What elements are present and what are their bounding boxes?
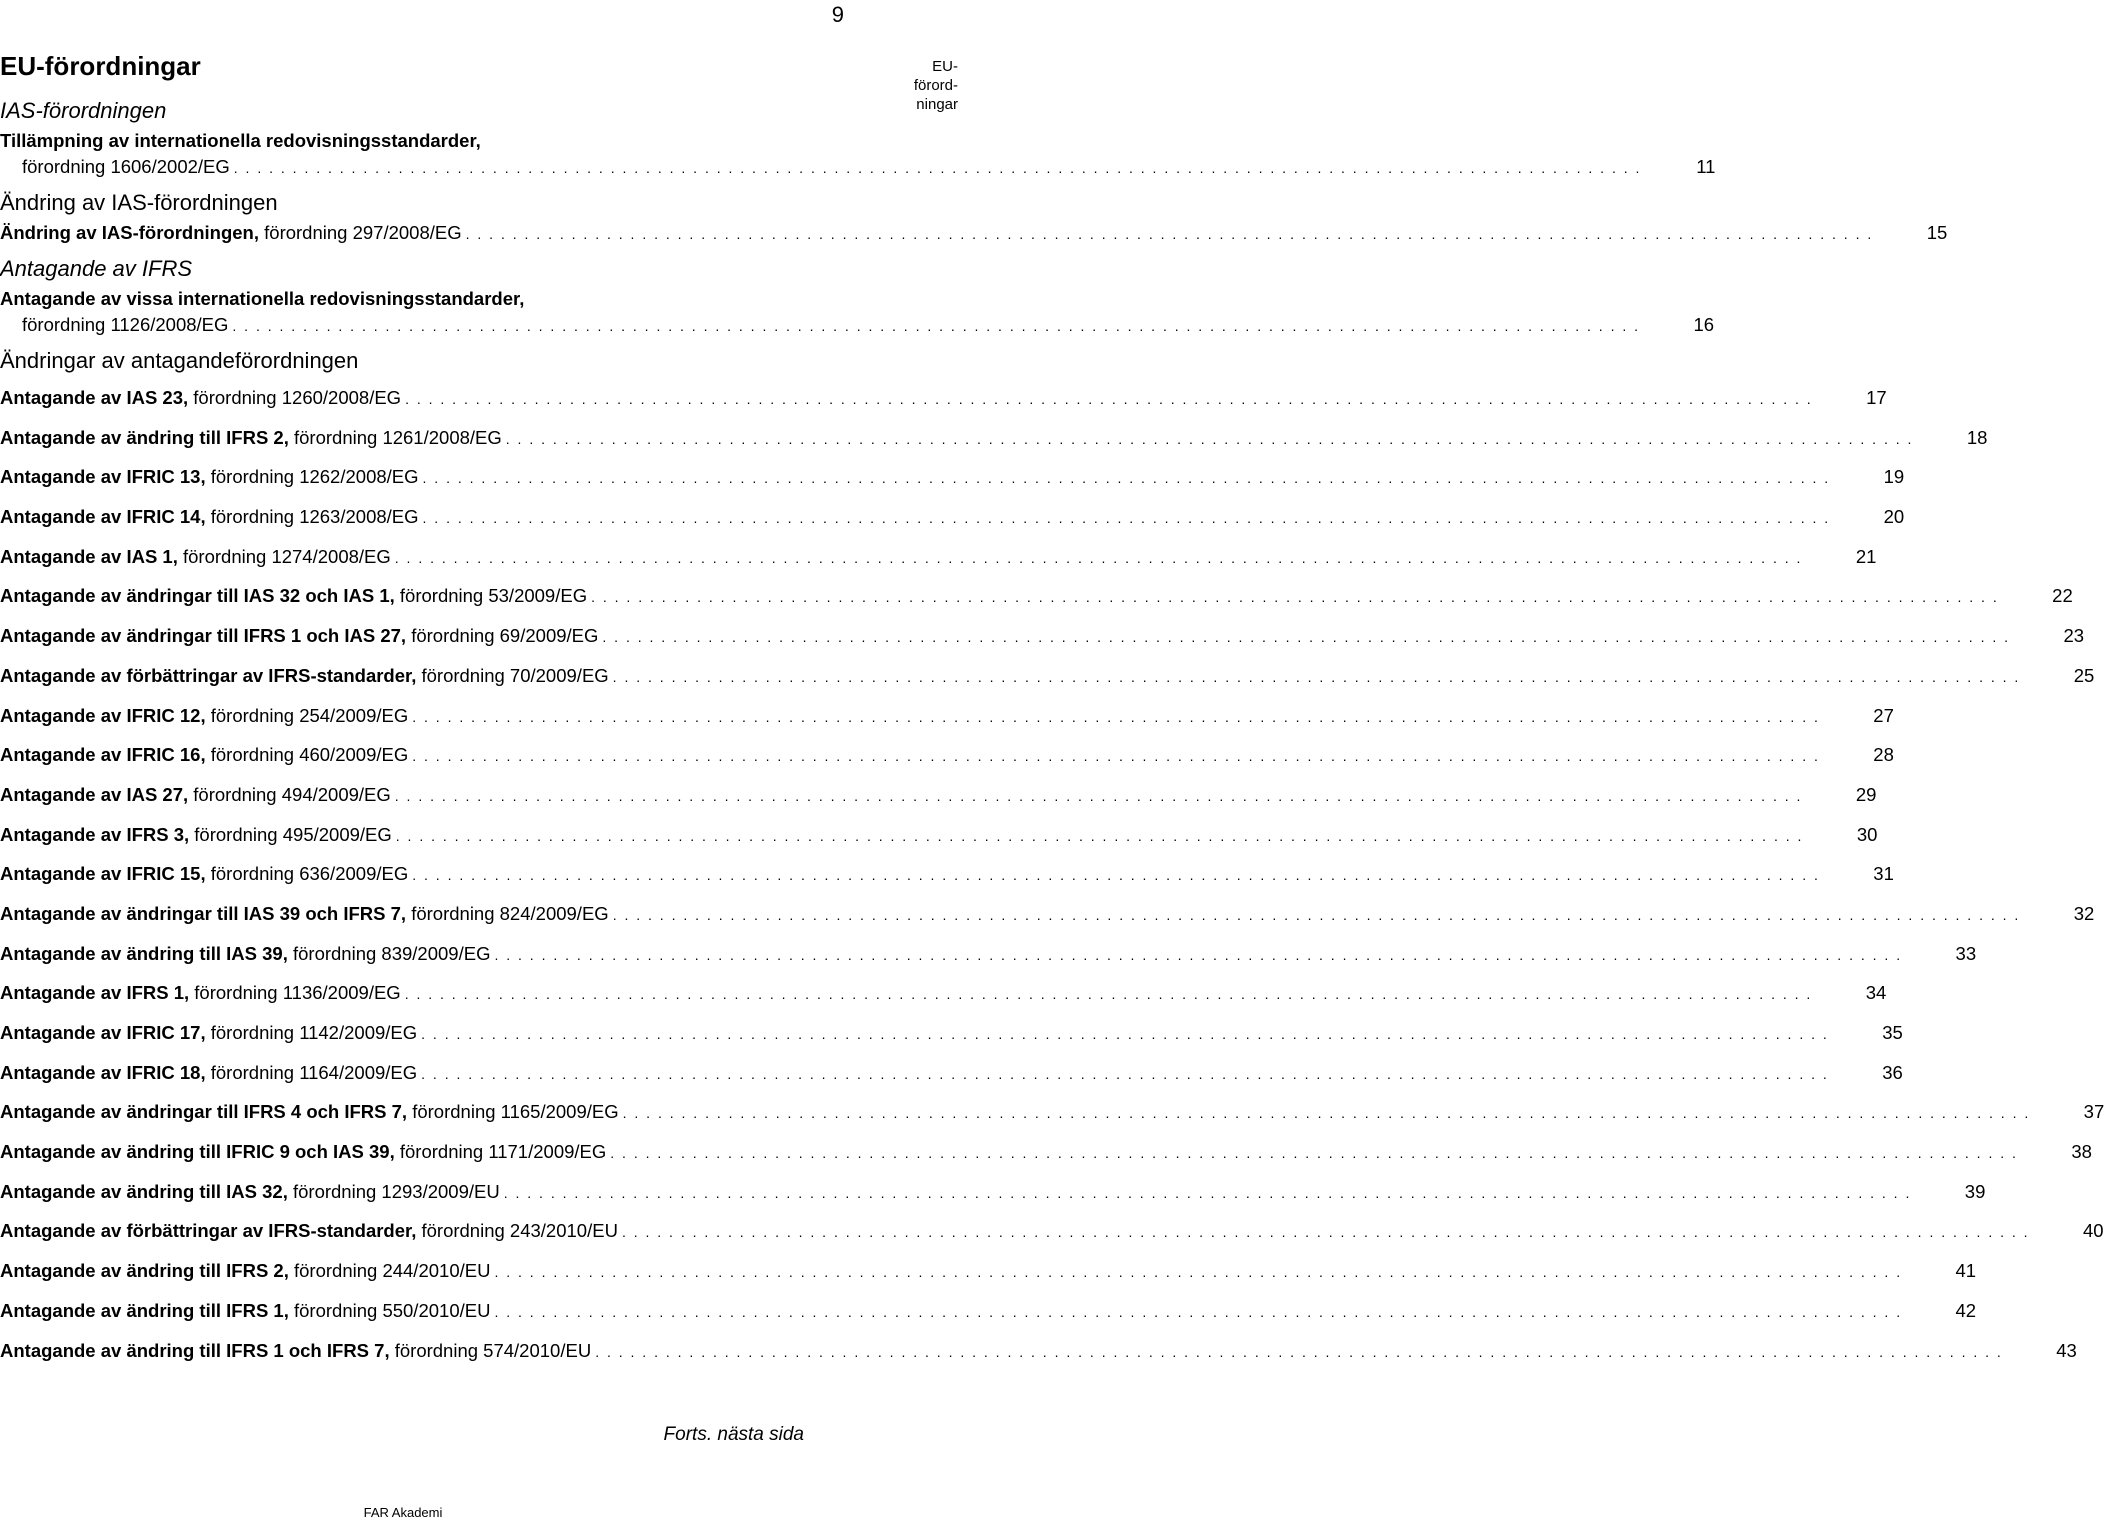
- dot-leader: . . . . . . . . . . . . . . . . . . . . . . . . . . . . . . . . . . . . . . . . . . . . . . . . . . . . . . . . . . . . . . . . . . . . . . . . . . . . . . . . . . . . . . . . . . . . . . . . . . . . . . . . . . . . . . . . . . . . . . . .: [395, 827, 1804, 844]
- dot-leader: . . . . . . . . . . . . . . . . . . . . . . . . . . . . . . . . . . . . . . . . . . . . . . . . . . . . . . . . . . . . . . . . . . . . . . . . . . . . . . . . . . . . . . . . . . . . . . . . . . . . . . . . . . . . . . . . . . . . . . . .: [602, 629, 2011, 646]
- toc-entry-regulation: förordning 1274/2008/EG: [177, 545, 391, 567]
- toc-entry-title: [0, 128, 481, 154]
- toc-entry[interactable]: [0, 1291, 1977, 1331]
- toc-entry-page: 15: [1926, 222, 1948, 243]
- toc-entry-regulation: förordning 1126/2008/EG: [22, 314, 229, 335]
- page-number: 9: [831, 2, 844, 27]
- toc-entry[interactable]: [0, 1053, 1903, 1093]
- toc-entry[interactable]: [0, 815, 1878, 855]
- toc-entry-regulation: förordning 1262/2008/EG: [205, 466, 419, 488]
- toc-entry-page: 29: [1855, 783, 1877, 805]
- dot-leader: . . . . . . . . . . . . . . . . . . . . . . . . . . . . . . . . . . . . . . . . . . . . . . . . . . . . . . . . . . . . . . . . . . . . . . . . . . . . . . . . . . . . . . . . . . . . . . . . . . . . . . . . . . . . . . . . . . . . . . . .: [233, 160, 1642, 176]
- toc-entry-title: [0, 656, 609, 696]
- toc-entry-subject: Antagande av ändring till IFRIC 9 och IAS 39,: [0, 1141, 395, 1163]
- toc-entry-title: [0, 1331, 591, 1371]
- dot-leader: . . . . . . . . . . . . . . . . . . . . . . . . . . . . . . . . . . . . . . . . . . . . . . . . . . . . . . . . . . . . . . . . . . . . . . . . . . . . . . . . . . . . . . . . . . . . . . . . . . . . . . . . . . . . . . . . . . . . . . . .: [404, 986, 1813, 1003]
- toc-entry[interactable]: [0, 616, 2085, 656]
- section-tab-line: EU-: [932, 58, 958, 75]
- toc-entry-subject: Tillämpning av internationella redovisningsstandarder,: [0, 130, 481, 151]
- toc-entry-title: [0, 616, 598, 656]
- toc-entry-regulation: förordning 243/2010/EU: [416, 1220, 618, 1242]
- toc-entry-subject: Antagande av ändring till IAS 39,: [0, 942, 288, 964]
- toc-entry-page: 30: [1856, 823, 1878, 845]
- toc-entry-page: 11: [1696, 156, 1716, 177]
- toc-entry-title: [0, 1172, 500, 1212]
- toc-entry-page: 36: [1882, 1061, 1903, 1083]
- toc-entry-subject: Antagande av förbättringar av IFRS-standarder,: [0, 1220, 417, 1242]
- toc-entry-page: 16: [1693, 314, 1715, 335]
- dot-leader: . . . . . . . . . . . . . . . . . . . . . . . . . . . . . . . . . . . . . . . . . . . . . . . . . . . . . . . . . . . . . . . . . . . . . . . . . . . . . . . . . . . . . . . . . . . . . . . . . . . . . . . . . . . . . . . . . . . . . . . .: [394, 549, 1803, 566]
- dot-leader: . . . . . . . . . . . . . . . . . . . . . . . . . . . . . . . . . . . . . . . . . . . . . . . . . . . . . . . . . . . . . . . . . . . . . . . . . . . . . . . . . . . . . . . . . . . . . . . . . . . . . . . . . . . . . . . . . . . . . . . .: [595, 1343, 2003, 1360]
- toc-entry-regulation: förordning 1164/2009/EG: [205, 1061, 418, 1083]
- toc-entry-page: 38: [2071, 1141, 2092, 1163]
- toc-entry-title: [22, 154, 230, 180]
- toc-entry-subject: Antagande av IAS 1,: [0, 545, 178, 567]
- toc-entry-regulation: förordning 1165/2009/EG: [407, 1101, 619, 1123]
- toc-entry-subject: Antagande av ändringar till IFRS 4 och IFRS 7,: [0, 1101, 408, 1123]
- toc-entry-title: [0, 378, 401, 418]
- section-tab: [888, 57, 958, 114]
- toc-entry-title: [0, 1132, 606, 1172]
- toc-entry-subject: Antagande av ändring till IFRS 2,: [0, 426, 289, 448]
- dot-leader: . . . . . . . . . . . . . . . . . . . . . . . . . . . . . . . . . . . . . . . . . . . . . . . . . . . . . . . . . . . . . . . . . . . . . . . . . . . . . . . . . . . . . . . . . . . . . . . . . . . . . . . . . . . . . . . . . . . . . . . .: [422, 470, 1831, 487]
- dot-leader: . . . . . . . . . . . . . . . . . . . . . . . . . . . . . . . . . . . . . . . . . . . . . . . . . . . . . . . . . . . . . . . . . . . . . . . . . . . . . . . . . . . . . . . . . . . . . . . . . . . . . . . . . . . . . . . . . . . . . . . .: [612, 906, 2021, 923]
- toc-entry-title: [0, 1251, 490, 1291]
- dot-leader: . . . . . . . . . . . . . . . . . . . . . . . . . . . . . . . . . . . . . . . . . . . . . . . . . . . . . . . . . . . . . . . . . . . . . . . . . . . . . . . . . . . . . . . . . . . . . . . . . . . . . . . . . . . . . . . . . . . . . . . .: [412, 748, 1820, 765]
- section-heading: IAS-förordningen: [0, 98, 167, 123]
- toc-entry-subject: Antagande av IFRIC 15,: [0, 863, 206, 885]
- toc-entry-regulation: förordning 1136/2009/EG: [189, 982, 401, 1004]
- toc-entry[interactable]: [0, 1172, 1986, 1212]
- toc-entry-page: 23: [2063, 625, 2085, 647]
- toc-entry-page: 39: [1964, 1180, 1986, 1202]
- toc-entry[interactable]: [0, 128, 806, 154]
- toc-entry-regulation: förordning 460/2009/EG: [205, 744, 409, 766]
- toc-entry-regulation: förordning 1606/2002/EG: [22, 156, 230, 177]
- toc-entry-title: [0, 537, 391, 577]
- toc-entry-regulation: förordning 1260/2008/EG: [188, 387, 402, 408]
- toc-entry[interactable]: [0, 1251, 1977, 1291]
- dot-leader: . . . . . . . . . . . . . . . . . . . . . . . . . . . . . . . . . . . . . . . . . . . . . . . . . . . . . . . . . . . . . . . . . . . . . . . . . . . . . . . . . . . . . . . . . . . . . . . . . . . . . . . . . . . . . . . . . . . . . . . .: [465, 226, 1874, 242]
- toc-entry[interactable]: [0, 696, 1894, 736]
- toc-entry[interactable]: [0, 220, 1948, 246]
- toc-entry-page: 19: [1883, 466, 1905, 488]
- toc-entry-regulation: förordning 1142/2009/EG: [205, 1022, 418, 1043]
- toc-entry-regulation: förordning 1171/2009/EG: [394, 1141, 607, 1163]
- toc-entry-title: [0, 497, 419, 537]
- toc-entry-subject: Antagande av förbättringar av IFRS-standarder,: [0, 664, 417, 686]
- toc-entry[interactable]: [0, 312, 1715, 338]
- dot-leader: . . . . . . . . . . . . . . . . . . . . . . . . . . . . . . . . . . . . . . . . . . . . . . . . . . . . . . . . . . . . . . . . . . . . . . . . . . . . . . . . . . . . . . . . . . . . . . . . . . . . . . . . . . . . . . . . . . . . . . . .: [232, 318, 1641, 334]
- toc-entry[interactable]: [0, 973, 1887, 1013]
- continued-note: Forts. nästa sida: [663, 1424, 804, 1445]
- toc-entry-page: 43: [2056, 1339, 2077, 1361]
- dot-leader: . . . . . . . . . . . . . . . . . . . . . . . . . . . . . . . . . . . . . . . . . . . . . . . . . . . . . . . . . . . . . . . . . . . . . . . . . . . . . . . . . . . . . . . . . . . . . . . . . . . . . . . . . . . . . . . . . . . . . . . .: [610, 1145, 2018, 1162]
- toc-entry-regulation: förordning 1263/2008/EG: [205, 506, 419, 528]
- toc-entry-regulation: förordning 297/2008/EG: [259, 222, 462, 243]
- toc-entry[interactable]: [0, 497, 1905, 537]
- toc-entry-subject: Antagande av IFRS 1,: [0, 982, 190, 1004]
- toc-entry-regulation: förordning 494/2009/EG: [188, 783, 391, 805]
- section-tab-line: förord-: [913, 77, 958, 94]
- toc-entry-regulation: förordning 1261/2008/EG: [288, 426, 502, 448]
- dot-leader: . . . . . . . . . . . . . . . . . . . . . . . . . . . . . . . . . . . . . . . . . . . . . . . . . . . . . . . . . . . . . . . . . . . . . . . . . . . . . . . . . . . . . . . . . . . . . . . . . . . . . . . . . . . . . . . . . . . . . . . .: [412, 867, 1820, 884]
- toc-entry-subject: Antagande av IFRIC 13,: [0, 466, 206, 488]
- toc-entry-title: [0, 973, 401, 1013]
- toc-entry-page: 27: [1873, 704, 1894, 726]
- toc-entry-regulation: förordning 69/2009/EG: [406, 625, 599, 647]
- toc-entry-title: [0, 457, 419, 497]
- section-heading: Ändring av IAS-förordningen: [0, 190, 278, 215]
- toc-entry-subject: Antagande av ändring till IAS 32,: [0, 1180, 288, 1202]
- toc-entry[interactable]: [0, 854, 1894, 894]
- toc-entry-page: 21: [1855, 545, 1877, 567]
- toc-entry-subject: Antagande av ändring till IFRS 1,: [0, 1299, 289, 1321]
- toc-entry-page: 35: [1882, 1022, 1903, 1043]
- table-of-contents: [0, 48, 2104, 1370]
- toc-entry-page: 37: [2083, 1101, 2104, 1123]
- toc-entry-title: [0, 815, 392, 855]
- dot-leader: . . . . . . . . . . . . . . . . . . . . . . . . . . . . . . . . . . . . . . . . . . . . . . . . . . . . . . . . . . . . . . . . . . . . . . . . . . . . . . . . . . . . . . . . . . . . . . . . . . . . . . . . . . . . . . . . . . . . . . . .: [394, 787, 1803, 804]
- toc-entry-page: 18: [1966, 426, 1988, 448]
- toc-entry-regulation: förordning 550/2010/EU: [288, 1299, 491, 1321]
- toc-entry-subject: Antagande av IFRS 3,: [0, 823, 190, 845]
- toc-entry-page: 20: [1883, 506, 1905, 528]
- toc-entry-page: 33: [1955, 942, 1977, 964]
- dot-leader: . . . . . . . . . . . . . . . . . . . . . . . . . . . . . . . . . . . . . . . . . . . . . . . . . . . . . . . . . . . . . . . . . . . . . . . . . . . . . . . . . . . . . . . . . . . . . . . . . . . . . . . . . . . . . . . . . . . . . . . .: [494, 946, 1903, 963]
- toc-entry-subject: Antagande av IAS 27,: [0, 783, 189, 805]
- toc-entry[interactable]: [0, 286, 806, 312]
- footer: FAR Akademi: [363, 1505, 443, 1520]
- toc-entry-title: [0, 576, 587, 616]
- toc-entry[interactable]: [0, 1331, 2077, 1371]
- toc-entry[interactable]: [0, 457, 1905, 497]
- toc-entry-title: [0, 1053, 417, 1093]
- toc-entry-title: [0, 220, 462, 246]
- toc-entry-subject: Antagande av IFRIC 12,: [0, 704, 206, 726]
- toc-entry-page: 41: [1955, 1260, 1977, 1282]
- toc-entry-page: 40: [2083, 1220, 2104, 1242]
- toc-entry-page: 17: [1866, 387, 1887, 408]
- dot-leader: . . . . . . . . . . . . . . . . . . . . . . . . . . . . . . . . . . . . . . . . . . . . . . . . . . . . . . . . . . . . . . . . . . . . . . . . . . . . . . . . . . . . . . . . . . . . . . . . . . . . . . . . . . . . . . . . . . . . . . . .: [405, 391, 1813, 407]
- toc-entry-title: [22, 312, 228, 338]
- toc-entry-title: [0, 854, 408, 894]
- toc-entry-title: [0, 775, 391, 815]
- toc-entry-page: 32: [2073, 902, 2095, 924]
- toc-entry[interactable]: [0, 1092, 2104, 1132]
- toc-entry-regulation: förordning 824/2009/EG: [406, 902, 609, 924]
- toc-entry[interactable]: [0, 1211, 2104, 1251]
- toc-entry-regulation: förordning 574/2010/EU: [389, 1339, 592, 1361]
- toc-entry-regulation: förordning 53/2009/EG: [394, 585, 588, 607]
- toc-entry-subject: Antagande av ändringar till IAS 39 och IFRS 7,: [0, 902, 407, 924]
- toc-entry[interactable]: [0, 1013, 1903, 1053]
- dot-leader: . . . . . . . . . . . . . . . . . . . . . . . . . . . . . . . . . . . . . . . . . . . . . . . . . . . . . . . . . . . . . . . . . . . . . . . . . . . . . . . . . . . . . . . . . . . . . . . . . . . . . . . . . . . . . . . . . . . . . . . .: [412, 708, 1820, 725]
- toc-entry-regulation: förordning 254/2009/EG: [205, 704, 409, 726]
- toc-entry-title: [0, 286, 524, 312]
- toc-entry-regulation: förordning 244/2010/EU: [288, 1260, 491, 1282]
- section-tab-line: ningar: [916, 96, 958, 113]
- dot-leader: . . . . . . . . . . . . . . . . . . . . . . . . . . . . . . . . . . . . . . . . . . . . . . . . . . . . . . . . . . . . . . . . . . . . . . . . . . . . . . . . . . . . . . . . . . . . . . . . . . . . . . . . . . . . . . . . . . . . . . . .: [505, 430, 1914, 447]
- toc-entry[interactable]: [0, 418, 1988, 458]
- toc-entry-subject: Antagande av IFRIC 16,: [0, 744, 206, 766]
- toc-entry[interactable]: [0, 537, 1877, 577]
- dot-leader: . . . . . . . . . . . . . . . . . . . . . . . . . . . . . . . . . . . . . . . . . . . . . . . . . . . . . . . . . . . . . . . . . . . . . . . . . . . . . . . . . . . . . . . . . . . . . . . . . . . . . . . . . . . . . . . . . . . . . . . .: [421, 1026, 1829, 1042]
- toc-entry[interactable]: [0, 934, 1977, 974]
- toc-entry-page: 34: [1865, 982, 1887, 1004]
- dot-leader: . . . . . . . . . . . . . . . . . . . . . . . . . . . . . . . . . . . . . . . . . . . . . . . . . . . . . . . . . . . . . . . . . . . . . . . . . . . . . . . . . . . . . . . . . . . . . . . . . . . . . . . . . . . . . . . . . . . . . . . .: [503, 1184, 1912, 1201]
- toc-entry-title: [0, 696, 408, 736]
- toc-entry[interactable]: [0, 154, 1716, 180]
- toc-entry-regulation: förordning 839/2009/EG: [287, 942, 491, 964]
- dot-leader: . . . . . . . . . . . . . . . . . . . . . . . . . . . . . . . . . . . . . . . . . . . . . . . . . . . . . . . . . . . . . . . . . . . . . . . . . . . . . . . . . . . . . . . . . . . . . . . . . . . . . . . . . . . . . . . . . . . . . . . .: [621, 1224, 2030, 1241]
- page-title: EU-förordningar: [0, 51, 201, 81]
- toc-entry-title: [0, 1211, 618, 1251]
- toc-entry-subject: Antagande av ändringar till IAS 32 och IAS 1,: [0, 585, 395, 607]
- toc-entry-subject: Antagande av vissa internationella redovisningsstandarder,: [0, 288, 525, 309]
- toc-entry-regulation: förordning 495/2009/EG: [189, 823, 392, 845]
- toc-entry-page: 22: [2052, 585, 2073, 607]
- toc-entry-title: [0, 894, 609, 934]
- toc-entry-page: 28: [1873, 744, 1894, 766]
- toc-entry[interactable]: [0, 735, 1894, 775]
- toc-entry-subject: Antagande av ändringar till IFRS 1 och IAS 27,: [0, 625, 407, 647]
- toc-entry-regulation: förordning 70/2009/EG: [416, 664, 609, 686]
- section-heading: Ändringar av antagandeförordningen: [0, 348, 359, 373]
- toc-entry-subject: Ändring av IAS-förordningen,: [0, 222, 259, 243]
- dot-leader: . . . . . . . . . . . . . . . . . . . . . . . . . . . . . . . . . . . . . . . . . . . . . . . . . . . . . . . . . . . . . . . . . . . . . . . . . . . . . . . . . . . . . . . . . . . . . . . . . . . . . . . . . . . . . . . . . . . . . . . .: [494, 1264, 1903, 1281]
- toc-entry[interactable]: [0, 894, 2095, 934]
- toc-entry-subject: Antagande av ändring till IFRS 1 och IFRS 7,: [0, 1339, 390, 1361]
- dot-leader: . . . . . . . . . . . . . . . . . . . . . . . . . . . . . . . . . . . . . . . . . . . . . . . . . . . . . . . . . . . . . . . . . . . . . . . . . . . . . . . . . . . . . . . . . . . . . . . . . . . . . . . . . . . . . . . . . . . . . . . .: [622, 1105, 2031, 1122]
- toc-entry-subject: Antagande av IFRIC 17,: [0, 1022, 206, 1043]
- toc-entry-subject: Antagande av IFRIC 18,: [0, 1061, 206, 1083]
- dot-leader: . . . . . . . . . . . . . . . . . . . . . . . . . . . . . . . . . . . . . . . . . . . . . . . . . . . . . . . . . . . . . . . . . . . . . . . . . . . . . . . . . . . . . . . . . . . . . . . . . . . . . . . . . . . . . . . . . . . . . . . .: [422, 510, 1831, 527]
- dot-leader: . . . . . . . . . . . . . . . . . . . . . . . . . . . . . . . . . . . . . . . . . . . . . . . . . . . . . . . . . . . . . . . . . . . . . . . . . . . . . . . . . . . . . . . . . . . . . . . . . . . . . . . . . . . . . . . . . . . . . . . .: [421, 1065, 1829, 1082]
- toc-entry-title: [0, 934, 490, 974]
- toc-entry-title: [0, 735, 408, 775]
- toc-entry[interactable]: [0, 1132, 2092, 1172]
- dot-leader: . . . . . . . . . . . . . . . . . . . . . . . . . . . . . . . . . . . . . . . . . . . . . . . . . . . . . . . . . . . . . . . . . . . . . . . . . . . . . . . . . . . . . . . . . . . . . . . . . . . . . . . . . . . . . . . . . . . . . . . .: [494, 1303, 1903, 1320]
- toc-entry-page: 31: [1873, 863, 1894, 885]
- toc-entry-page: 25: [2073, 664, 2095, 686]
- toc-entry-title: [0, 1291, 490, 1331]
- dot-leader: . . . . . . . . . . . . . . . . . . . . . . . . . . . . . . . . . . . . . . . . . . . . . . . . . . . . . . . . . . . . . . . . . . . . . . . . . . . . . . . . . . . . . . . . . . . . . . . . . . . . . . . . . . . . . . . . . . . . . . . .: [591, 589, 1999, 606]
- toc-entry-regulation: förordning 1293/2009/EU: [287, 1180, 500, 1202]
- toc-entry-title: [0, 1013, 417, 1053]
- section-heading: Antagande av IFRS: [0, 256, 193, 281]
- toc-entry[interactable]: [0, 378, 1887, 418]
- toc-entry-page: 42: [1955, 1299, 1977, 1321]
- toc-entry-regulation: förordning 636/2009/EG: [205, 863, 409, 885]
- toc-entry-title: [0, 1092, 619, 1132]
- toc-entry-title: [0, 418, 502, 458]
- toc-entry[interactable]: [0, 656, 2095, 696]
- dot-leader: . . . . . . . . . . . . . . . . . . . . . . . . . . . . . . . . . . . . . . . . . . . . . . . . . . . . . . . . . . . . . . . . . . . . . . . . . . . . . . . . . . . . . . . . . . . . . . . . . . . . . . . . . . . . . . . . . . . . . . . .: [612, 668, 2021, 685]
- toc-entry-subject: Antagande av IAS 23,: [0, 387, 189, 408]
- toc-entry-subject: Antagande av ändring till IFRS 2,: [0, 1260, 289, 1282]
- toc-entry[interactable]: [0, 576, 2073, 616]
- toc-entry[interactable]: [0, 775, 1877, 815]
- toc-entry-subject: Antagande av IFRIC 14,: [0, 506, 206, 528]
